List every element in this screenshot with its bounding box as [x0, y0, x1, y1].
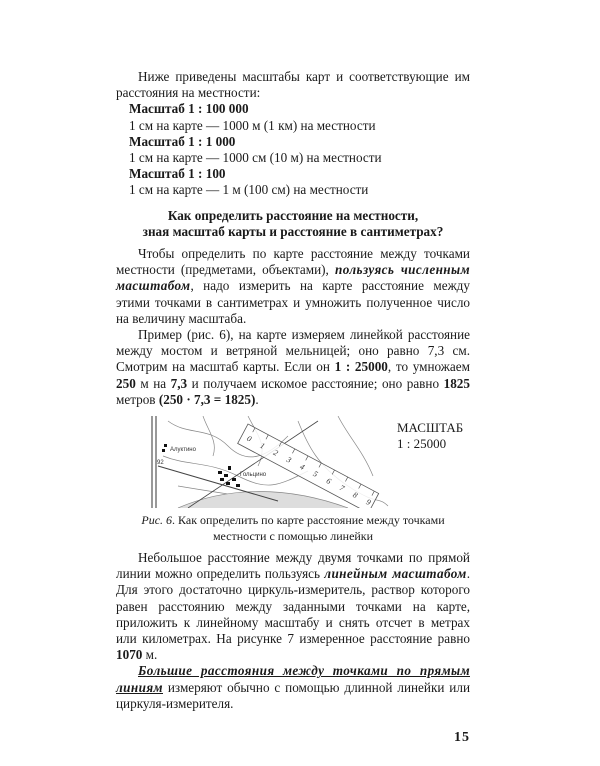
ruler-tick-label: 3 — [285, 455, 293, 465]
scale-desc-1: 1 см на карте — 1000 м (1 км) на местности — [129, 117, 376, 133]
ruler-tick-label: 9 — [364, 497, 373, 508]
paragraph-4 — [116, 663, 470, 712]
ruler-tick-label: 0 — [245, 433, 254, 444]
text: м на — [135, 375, 171, 391]
caption-text: . Как определить по карте расстояние между точками местности с помощью линейки — [172, 513, 445, 544]
ruler-tick-label: 5 — [311, 469, 320, 479]
scale-desc-2: 1 см на карте — 1000 см (10 м) на местности — [129, 150, 382, 166]
text: , надо измерить на карте расстояние между этими точками в сантиметрах и умножить полученное число на величину масштаба. — [116, 278, 470, 326]
figure-caption — [116, 512, 470, 544]
figure-row — [116, 416, 470, 508]
bold: 1070 — [116, 647, 143, 663]
page-column — [116, 0, 470, 766]
text: . — [255, 391, 259, 407]
emphasis: Большие расстояния между точками по прямым линиям — [116, 663, 470, 695]
ruler-tick-label: 6 — [324, 476, 333, 487]
text: м. — [142, 647, 158, 663]
text: . Для этого достаточно циркуль-измеритель, раствор которого равен расстоянию между заданными точками на карте, приложить к линейному масштабу и снять отсчет в метрах или километрах. На рисунке 7 измеренное расстояние равно — [116, 566, 470, 647]
scale-title-1: Масштаб 1 : 100 000 — [129, 101, 249, 117]
scale-value: 1 : 25000 — [397, 436, 447, 452]
caption-label: Рис. 6 — [141, 513, 173, 528]
text: Пример (рис. 6), на карте измеряем линейкой расстояние между мостом и ветряной мельницей; оно равно 7,3 см. Смотрим на масштаб карты. Если он — [116, 327, 470, 375]
text: , то умножаем — [387, 359, 470, 375]
paragraph-2 — [116, 327, 470, 408]
page-number: 15 — [454, 730, 470, 746]
scale-title-2: Масштаб 1 : 1 000 — [129, 133, 236, 149]
heading-line-2: зная масштаб карты и расстояние в сантиметрах? — [142, 223, 444, 239]
bold: 250 — [116, 375, 136, 391]
ruler-tick-label: 1 — [258, 440, 267, 451]
text: и получаем искомое расстояние; оно равно — [187, 375, 444, 391]
scale-title-3: Масштаб 1 : 100 — [129, 166, 226, 182]
emphasis: линейным масштабом — [324, 566, 467, 582]
ruler-tick-label: 2 — [271, 448, 280, 458]
emphasis: пользуясь численным масштабом — [116, 262, 471, 294]
bold: 1825 — [443, 375, 470, 391]
scale-desc-3: 1 см на карте — 1 м (100 см) на местности — [129, 182, 369, 198]
map-label-village2: Гольцино — [240, 472, 267, 479]
paragraph-3 — [116, 550, 470, 663]
bold: (250 · 7,3 = 1825) — [158, 391, 256, 407]
map-figure — [148, 416, 393, 508]
text: метров — [116, 391, 159, 407]
scale-label: МАСШТАБ — [397, 420, 464, 436]
ruler-tick-label: 4 — [298, 462, 307, 472]
heading-line-1: Как определить расстояние на местности, — [167, 207, 419, 223]
section-heading — [116, 208, 470, 240]
ruler-tick-label: 7 — [338, 483, 346, 494]
map-label-village1: Алуктино — [170, 447, 196, 454]
paragraph-1 — [116, 246, 470, 327]
bold: 7,3 — [170, 375, 188, 391]
ruler-tick-label: 8 — [351, 490, 360, 501]
map-label-height: 92 — [157, 460, 164, 467]
scale-note — [393, 416, 463, 452]
text: Чтобы определить по карте расстояние между точками местности (предметами, объектами), — [116, 246, 470, 278]
bold: 1 : 25000 — [334, 359, 388, 375]
text: измеряют обычно с помощью длинной линейки или циркуля-измерителя. — [116, 679, 470, 711]
intro-text: Ниже приведены масштабы карт и соответствующие им расстояния на местности: — [116, 69, 470, 101]
text: Небольшое расстояние между двумя точками по прямой линии можно определить пользуясь — [116, 550, 470, 582]
